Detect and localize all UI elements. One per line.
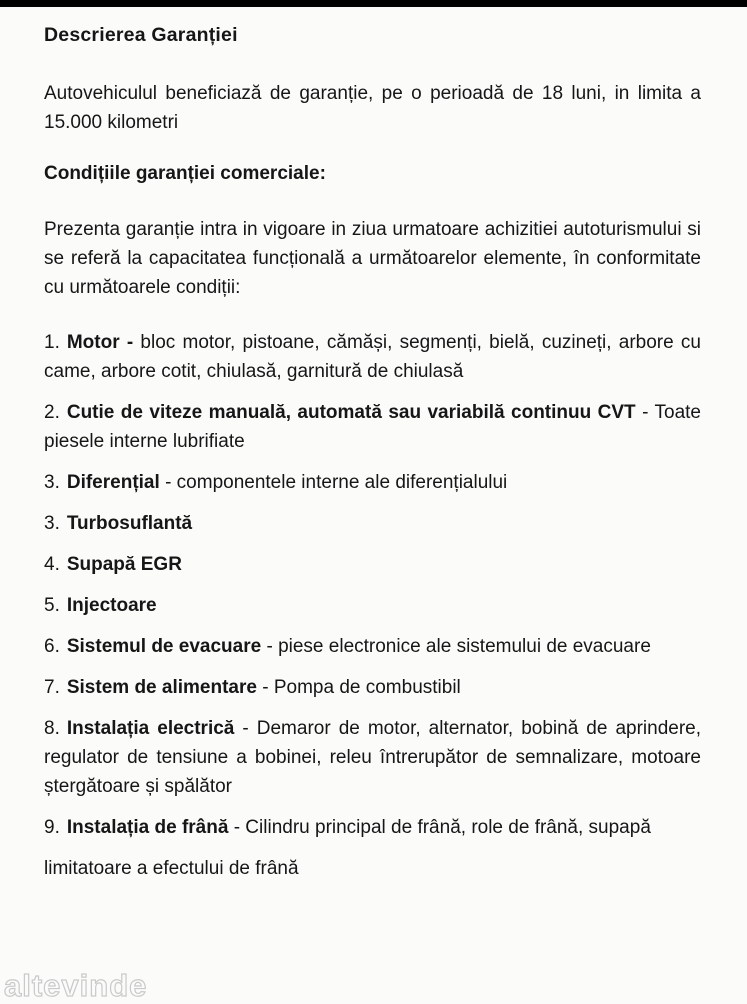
warranty-intro-paragraph: Autovehiculul beneficiază de garanție, pe o perioadă de 18 luni, in limita a 15.000 kilometri — [44, 83, 701, 133]
item-number: 7. — [44, 677, 60, 698]
item-title: Diferențial — [66, 472, 160, 493]
item-description: bloc motor, pistoane, cămăși, segmenți, bielă, cuzineți, arbore cu came, arbore cotit, chiulasă, garnitură de chiulasă — [44, 332, 701, 382]
item-number: 6. — [44, 636, 60, 657]
item-title: Instalația electrică — [66, 718, 235, 739]
item-number: 2. — [44, 402, 60, 423]
list-item — [44, 813, 701, 842]
item-title: Turbosuflantă — [66, 513, 193, 534]
document-title: Descrierea Garanției — [44, 24, 238, 46]
list-item — [44, 550, 701, 579]
page-top-edge — [0, 0, 747, 7]
trailing-paragraph: limitatoare a efectului de frână — [44, 858, 299, 879]
item-description: - Pompa de combustibil — [262, 677, 461, 698]
item-description: - componentele interne ale diferențialului — [165, 472, 508, 493]
list-item — [44, 714, 701, 801]
item-number: 9. — [44, 817, 60, 838]
list-item — [44, 328, 701, 386]
item-title: Cutie de viteze manuală, automată sau variabilă continuu CVT — [66, 402, 636, 423]
item-number: 5. — [44, 595, 60, 616]
item-title: Injectoare — [66, 595, 157, 616]
item-title: Supapă EGR — [66, 554, 182, 575]
item-description: - Demaror de motor, alternator, bobină de aprindere, regulator de tensiune a bobinei, releu întrerupător de semnalizare, motoare ștergătoare și spălător — [44, 718, 702, 797]
conditions-intro-paragraph: Prezenta garanție intra in vigoare in ziua urmatoare achizitiei autoturismului si se referă la capacitatea funcțională a următoarelor elemente, în conformitate cu următoarele condiții: — [44, 219, 701, 298]
item-number: 3. — [44, 472, 60, 493]
item-description: - Cilindru principal de frână, role de frână, supapă — [233, 817, 651, 838]
site-watermark: altevinde — [4, 968, 148, 1003]
item-number: 8. — [44, 718, 60, 739]
item-number: 4. — [44, 554, 60, 575]
conditions-heading: Condițiile garanției comerciale: — [44, 163, 326, 184]
list-item — [44, 673, 701, 702]
item-description: - piese electronice ale sistemului de evacuare — [266, 636, 651, 657]
item-number: 1. — [44, 332, 60, 353]
list-item — [44, 468, 701, 497]
item-title: Motor - — [66, 332, 134, 353]
item-number: 3. — [44, 513, 60, 534]
item-title: Sistemul de evacuare — [66, 636, 262, 657]
item-title: Sistem de alimentare — [66, 677, 257, 698]
item-title: Instalația de frână — [66, 817, 229, 838]
list-item — [44, 509, 701, 538]
warranty-list — [44, 328, 701, 842]
item-description: - Toate piesele interne lubrifiate — [44, 402, 701, 452]
list-item — [44, 591, 701, 620]
list-item — [44, 632, 701, 661]
list-item — [44, 398, 701, 456]
